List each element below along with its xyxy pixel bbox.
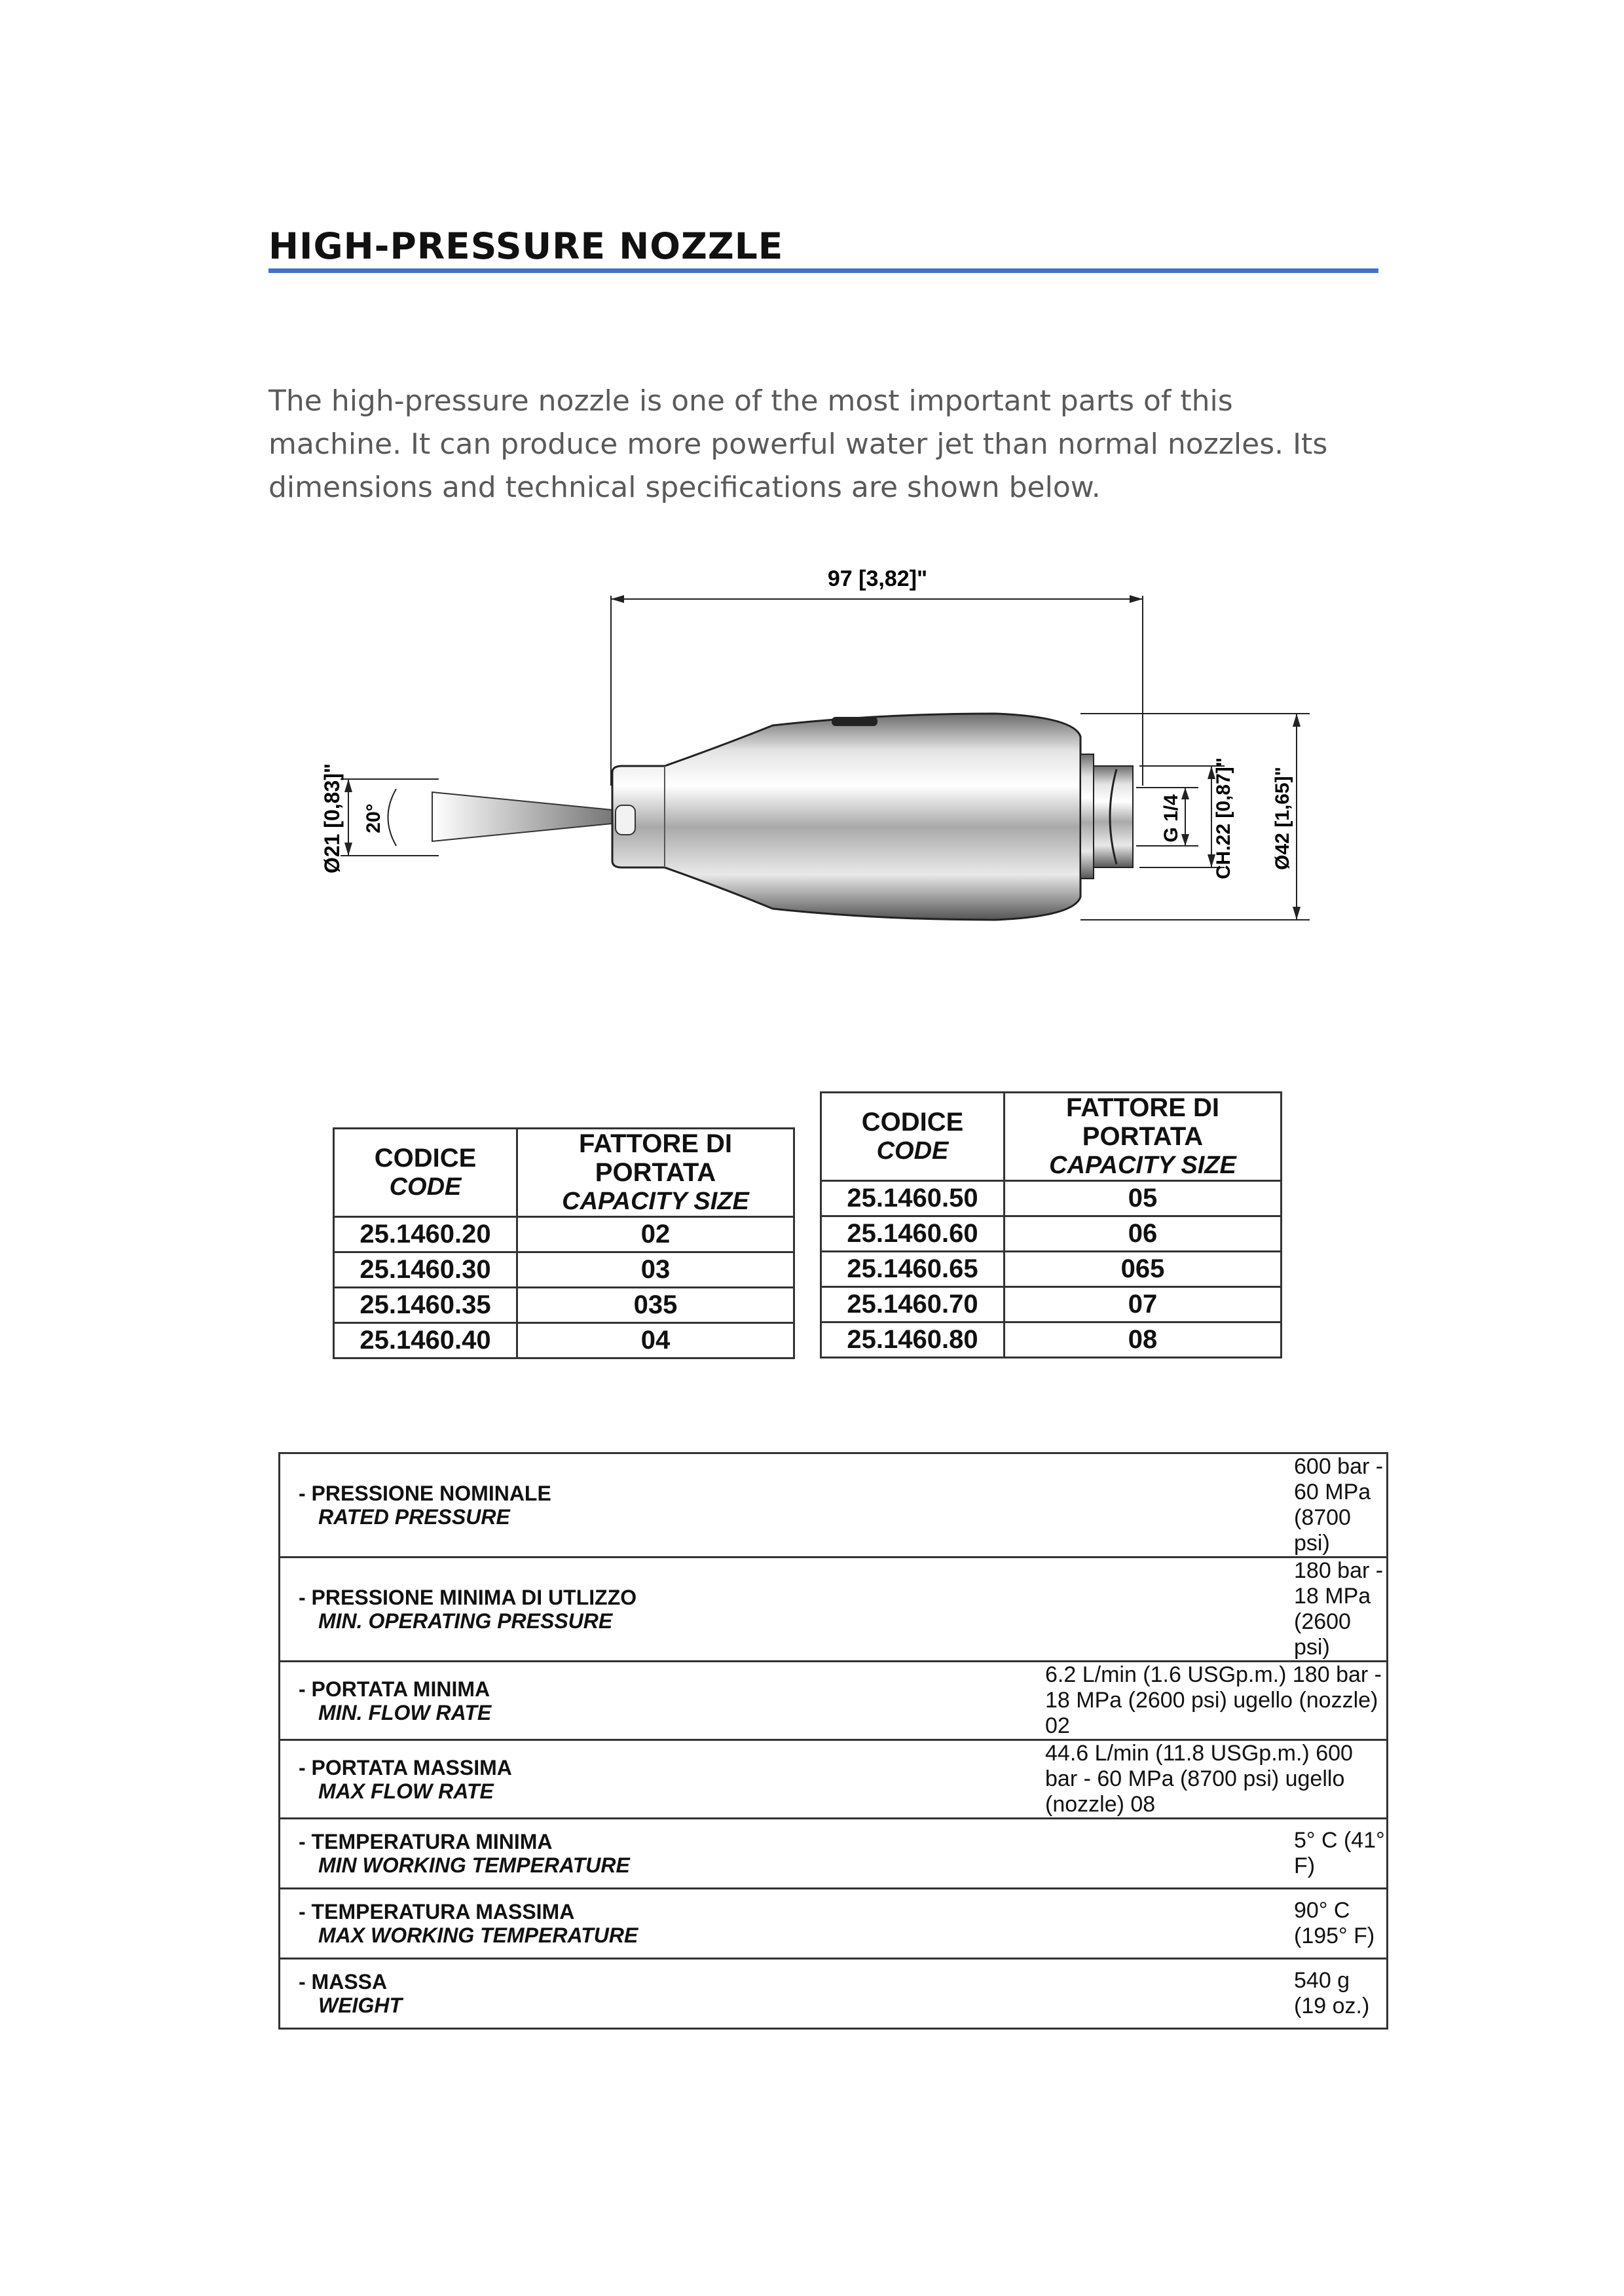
table-row [821, 1181, 1282, 1216]
spec-label: - TEMPERATURA MASSIMA MAX WORKING TEMPERATURE [280, 1889, 666, 1959]
table-row [334, 1217, 794, 1252]
code-table-right [820, 1091, 1282, 1358]
code-cell: 25.1460.60 [821, 1216, 1005, 1252]
intro-paragraph: The high-pressure nozzle is one of the most important parts of this machine. It can produce more powerful water jet than normal nozzles. Its dimensions and technical specifications are shown below. [268, 384, 1328, 504]
spec-label: - MASSA WEIGHT [280, 1959, 666, 2029]
table-row [334, 1288, 794, 1323]
size-cell: 06 [1005, 1216, 1282, 1252]
nozzle-body [612, 714, 1133, 920]
size-cell: 02 [517, 1217, 794, 1252]
spec-value: 180 bar - 18 MPa (2600 psi) [665, 1558, 1388, 1662]
spec-label: - TEMPERATURA MINIMA MIN WORKING TEMPERATURE [280, 1819, 666, 1889]
code-cell: 25.1460.80 [821, 1322, 1005, 1358]
table-row [334, 1252, 794, 1288]
spec-row-min-flow-rate [280, 1662, 1388, 1740]
capacity-header: FATTORE DI PORTATA CAPACITY SIZE [517, 1129, 794, 1217]
spec-value: 540 g (19 oz.) [665, 1959, 1388, 2029]
code-cell: 25.1460.70 [821, 1287, 1005, 1322]
inlet-diameter-label: Ø21 [0,83]" [320, 763, 344, 874]
code-cell: 25.1460.20 [334, 1217, 517, 1252]
length-label: 97 [3,82]" [827, 566, 928, 591]
table-header [821, 1093, 1282, 1181]
spec-row-min-temperature [280, 1819, 1388, 1889]
capacity-header: FATTORE DI PORTATA CAPACITY SIZE [1005, 1093, 1282, 1181]
size-cell: 05 [1005, 1181, 1282, 1216]
spray-cone [320, 763, 612, 873]
size-cell: 07 [1005, 1287, 1282, 1322]
thread-label: G 1/4 [1160, 794, 1182, 843]
spec-row-rated-pressure [280, 1453, 1388, 1558]
spec-value: 90° C (195° F) [665, 1889, 1388, 1959]
spec-value: 5° C (41° F) [665, 1819, 1388, 1889]
table-row [821, 1216, 1282, 1252]
code-cell: 25.1460.30 [334, 1252, 517, 1288]
table-row [821, 1322, 1282, 1358]
code-table-left [333, 1127, 795, 1359]
size-cell: 065 [1005, 1252, 1282, 1287]
table-row [821, 1287, 1282, 1322]
nozzle-drawing [301, 550, 1323, 956]
spray-angle-label: 20° [363, 803, 384, 833]
spec-value: 44.6 L/min (11.8 USGp.m.) 600 bar - 60 MPa (8700 psi) ugello (nozzle) 08 [665, 1740, 1388, 1819]
spec-row-weight [280, 1959, 1388, 2029]
body-diameter-label: Ø42 [1,65]" [1272, 767, 1293, 870]
spec-label: - PRESSIONE MINIMA DI UTLIZZO MIN. OPERATING PRESSURE [280, 1558, 666, 1662]
page-title-text: HIGH-PRESSURE NOZZLE [268, 225, 784, 267]
spec-value: 600 bar - 60 MPa (8700 psi) [665, 1453, 1388, 1558]
code-header: CODICE CODE [821, 1093, 1005, 1181]
code-cell: 25.1460.35 [334, 1288, 517, 1323]
size-cell: 04 [517, 1323, 794, 1358]
spec-label: - PRESSIONE NOMINALE RATED PRESSURE [280, 1453, 666, 1558]
code-cell: 25.1460.40 [334, 1323, 517, 1358]
size-cell: 08 [1005, 1322, 1282, 1358]
code-header: CODICE CODE [334, 1129, 517, 1217]
spec-label: - PORTATA MASSIMA MAX FLOW RATE [280, 1740, 666, 1819]
spec-row-max-temperature [280, 1889, 1388, 1959]
size-cell: 035 [517, 1288, 794, 1323]
hex-label: CH.22 [0,87]" [1213, 757, 1234, 879]
table-row [334, 1323, 794, 1358]
spec-value: 6.2 L/min (1.6 USGp.m.) 180 bar - 18 MPa (2600 psi) ugello (nozzle) 02 [665, 1662, 1388, 1740]
code-cell: 25.1460.65 [821, 1252, 1005, 1287]
size-cell: 03 [517, 1252, 794, 1288]
table-row [821, 1252, 1282, 1287]
spec-row-max-flow-rate [280, 1740, 1388, 1819]
specifications-table [278, 1452, 1388, 2030]
page-title [268, 217, 1378, 273]
spec-row-min-operating-pressure [280, 1558, 1388, 1662]
code-cell: 25.1460.50 [821, 1181, 1005, 1216]
spec-label: - PORTATA MINIMA MIN. FLOW RATE [280, 1662, 666, 1740]
table-header [334, 1129, 794, 1217]
